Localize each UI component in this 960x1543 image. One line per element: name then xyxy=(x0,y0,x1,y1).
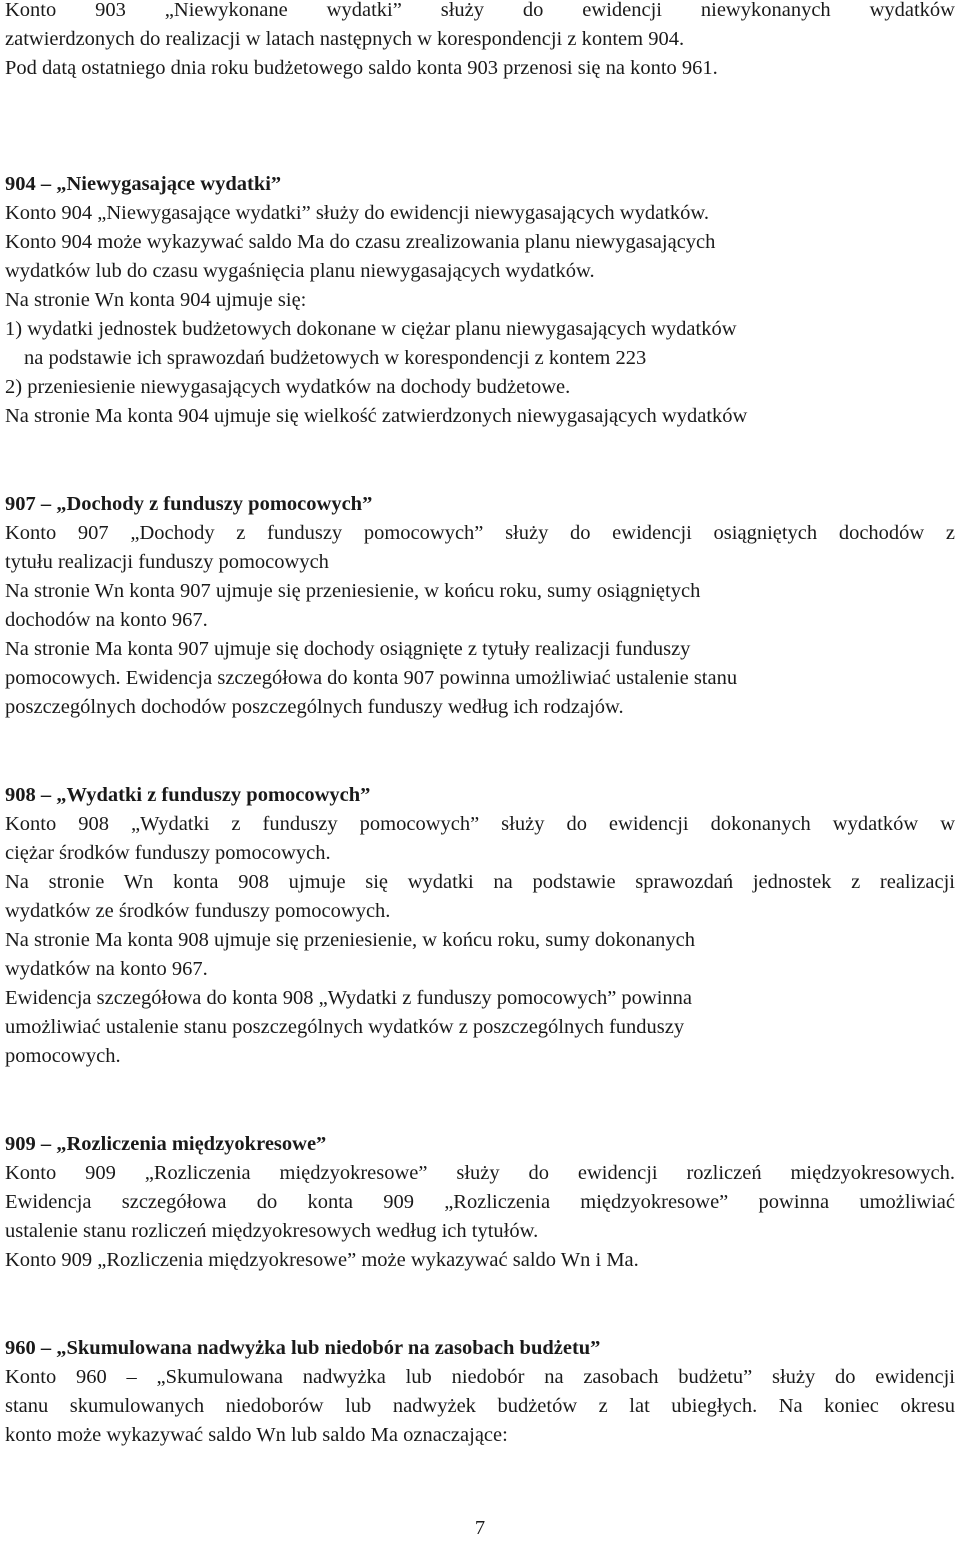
text-line: umożliwiać ustalenie stanu poszczególnych wydatków z poszczególnych funduszy xyxy=(5,1016,685,1038)
text-line: Konto 909 „Rozliczenia międzyokresowe” może wykazywać saldo Wn i Ma. xyxy=(5,1249,639,1271)
text-line: wydatków na konto 967. xyxy=(5,958,208,980)
text-line: Konto 960 – „Skumulowana nadwyżka lub niedobór na zasobach budżetu” służy do ewidencji xyxy=(5,1366,955,1388)
text-line: wydatków ze środków funduszy pomocowych. xyxy=(5,900,391,922)
text-line: Konto 904 może wykazywać saldo Ma do czasu zrealizowania planu niewygasających xyxy=(5,231,716,253)
text-line: stanu skumulowanych niedoborów lub nadwyżek budżetów z lat ubiegłych. Na koniec okresu xyxy=(5,1395,955,1417)
text-line: poszczególnych dochodów poszczególnych funduszy według ich rodzajów. xyxy=(5,696,624,718)
text-line: ustalenie stanu rozliczeń międzyokresowych według ich tytułów. xyxy=(5,1220,539,1242)
text-line: Konto 903 „Niewykonane wydatki” służy do ewidencji niewykonanych wydatków xyxy=(5,0,955,21)
text-line: Ewidencja szczegółowa do konta 908 „Wydatki z funduszy pomocowych” powinna xyxy=(5,987,693,1009)
text-line: Na stronie Wn konta 907 ujmuje się przeniesienie, w końcu roku, sumy osiągniętych xyxy=(5,580,701,602)
section-heading-908: 908 – „Wydatki z funduszy pomocowych” xyxy=(5,784,371,806)
text-line: Na stronie Ma konta 908 ujmuje się przeniesienie, w końcu roku, sumy dokonanych xyxy=(5,929,696,951)
text-line: Na stronie Ma konta 904 ujmuje się wielkość zatwierdzonych niewygasających wydatków xyxy=(5,405,748,427)
section-heading-909: 909 – „Rozliczenia międzyokresowe” xyxy=(5,1133,327,1155)
text-line: zatwierdzonych do realizacji w latach następnych w korespondencji z kontem 904. xyxy=(5,28,685,50)
text-line: ciężar środków funduszy pomocowych. xyxy=(5,842,331,864)
text-line: Ewidencja szczegółowa do konta 909 „Rozliczenia międzyokresowe” powinna umożliwiać xyxy=(5,1191,955,1213)
text-line: Konto 907 „Dochody z funduszy pomocowych” służy do ewidencji osiągniętych dochodów z xyxy=(5,522,955,544)
text-line: Pod datą ostatniego dnia roku budżetowego saldo konta 903 przenosi się na konto 961. xyxy=(5,57,718,79)
text-line: Na stronie Wn konta 904 ujmuje się: xyxy=(5,289,307,311)
text-line: tytułu realizacji funduszy pomocowych xyxy=(5,551,329,573)
text-line: Konto 909 „Rozliczenia międzyokresowe” służy do ewidencji rozliczeń międzyokresowych. xyxy=(5,1162,955,1184)
text-line: wydatków lub do czasu wygaśnięcia planu niewygasających wydatków. xyxy=(5,260,595,282)
text-line: Konto 908 „Wydatki z funduszy pomocowych” służy do ewidencji dokonanych wydatków w xyxy=(5,813,955,835)
section-heading-904: 904 – „Niewygasające wydatki” xyxy=(5,173,282,195)
text-line: dochodów na konto 967. xyxy=(5,609,208,631)
list-item-continuation: na podstawie ich sprawozdań budżetowych w korespondencji z kontem 223 xyxy=(24,347,647,369)
section-heading-907: 907 – „Dochody z funduszy pomocowych” xyxy=(5,493,373,515)
text-line: Konto 904 „Niewygasające wydatki” służy do ewidencji niewygasających wydatków. xyxy=(5,202,709,224)
text-line: Na stronie Ma konta 907 ujmuje się dochody osiągnięte z tytuły realizacji funduszy xyxy=(5,638,691,660)
text-line: pomocowych. xyxy=(5,1045,121,1067)
page-number: 7 xyxy=(474,1517,486,1539)
list-item: 2) przeniesienie niewygasających wydatków na dochody budżetowe. xyxy=(5,376,571,398)
section-heading-960: 960 – „Skumulowana nadwyżka lub niedobór na zasobach budżetu” xyxy=(5,1337,601,1359)
text-line: pomocowych. Ewidencja szczegółowa do konta 907 powinna umożliwiać ustalenie stanu xyxy=(5,667,738,689)
list-item: 1) wydatki jednostek budżetowych dokonane w ciężar planu niewygasających wydatków xyxy=(5,318,737,340)
text-line: konto może wykazywać saldo Wn lub saldo Ma oznaczające: xyxy=(5,1424,508,1446)
text-line: Na stronie Wn konta 908 ujmuje się wydatki na podstawie sprawozdań jednostek z realizacji xyxy=(5,871,955,893)
